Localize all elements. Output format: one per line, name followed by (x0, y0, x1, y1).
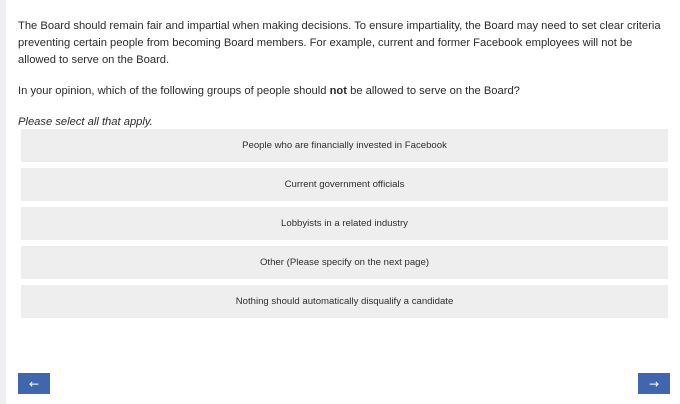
option-nothing-disqualifies[interactable] (21, 285, 668, 318)
question-emphasis: not (329, 85, 347, 97)
question-text-end: be allowed to serve on the Board? (347, 85, 520, 97)
option-government-officials[interactable] (21, 168, 668, 201)
question-text-start: In your opinion, which of the following groups of people should (18, 85, 330, 97)
left-edge-strip (0, 0, 6, 404)
arrow-left-icon: ← (28, 376, 40, 391)
instruction-text: Please select all that apply. (18, 116, 153, 128)
option-label: Lobbyists in a related industry (281, 218, 408, 229)
back-button[interactable] (18, 373, 50, 394)
arrow-right-icon: → (648, 376, 660, 391)
answer-options (21, 129, 668, 324)
intro-text: The Board should remain fair and impartial when making decisions. To ensure impartiality, the Board may need to set clear criteria preventing certain people from becoming Board members. For example, current and former Facebook employees will not be allowed to serve on the Board. (18, 20, 661, 66)
option-label: Other (Please specify on the next page) (259, 257, 430, 268)
option-financially-invested[interactable] (21, 129, 668, 162)
option-lobbyists[interactable] (21, 207, 668, 240)
option-label: Current government officials (284, 179, 405, 190)
option-label: People who are financially invested in Facebook (242, 140, 447, 151)
option-other[interactable] (21, 246, 668, 279)
option-label: Nothing should automatically disqualify a candidate (235, 296, 454, 307)
question-text (18, 83, 668, 100)
next-button[interactable] (638, 373, 670, 394)
survey-content (18, 18, 668, 145)
